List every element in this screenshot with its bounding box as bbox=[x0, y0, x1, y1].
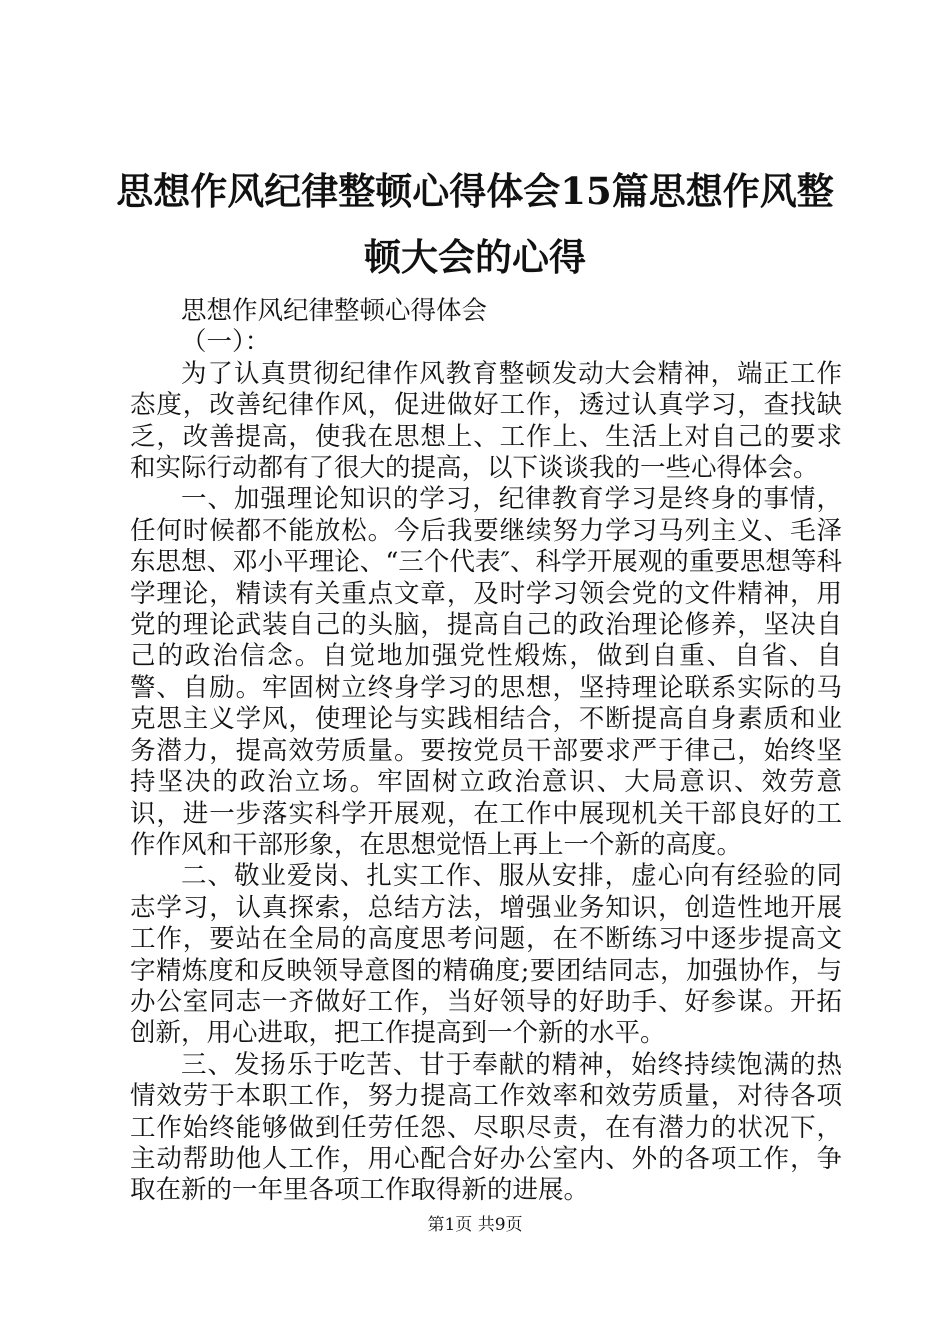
document-title: 思想作风纪律整顿心得体会15篇思想作风整顿大会的心得 bbox=[116, 169, 834, 279]
section-number: （一）： bbox=[181, 327, 271, 358]
document-body bbox=[130, 296, 842, 1207]
paragraph-intro: 为了认真贯彻纪律作风教育整顿发动大会精神，端正工作态度，改善纪律作风，促进做好工作，透过认真学习，查找缺乏，改善提高，使我在思想上、工作上、生活上对自己的要求和实际行动都有了很大的提高，以下谈谈我的一些心得体会。 bbox=[130, 358, 842, 484]
paragraph-three: 三、发扬乐于吃苦、甘于奉献的精神，始终持续饱满的热情效劳于本职工作，努力提高工作效率和效劳质量，对待各项工作始终能够做到任劳任怨、尽职尽责，在有潜力的状况下，主动帮助他人工作，用心配合好办公室内、外的各项工作，争取在新的一年里各项工作取得新的进展。 bbox=[130, 1049, 842, 1206]
subtitle: 思想作风纪律整顿心得体会 bbox=[181, 296, 488, 326]
paragraph-two: 二、敬业爱岗、扎实工作、服从安排，虚心向有经验的同志学习，认真探索，总结方法，增强业务知识，创造性地开展工作，要站在全局的高度思考问题，在不断练习中逐步提高文字精炼度和反映领导意图的精确度;要团结同志，加强协作，与办公室同志一齐做好工作，当好领导的好助手、好参谋。开拓创新，用心进取，把工作提高到一个新的水平。 bbox=[130, 861, 842, 1049]
page-number-footer: 第1页 共9页 bbox=[427, 1215, 523, 1235]
paragraph-one: 一、加强理论知识的学习，纪律教育学习是终身的事情，任何时候都不能放松。今后我要继续努力学习马列主义、毛泽东思想、邓小平理论、“三个代表″、科学开展观的重要思想等科学理论，精读有关重点文章，及时学习领会党的文件精神，用党的理论武装自己的头脑，提高自己的政治理论修养，坚决自己的政治信念。自觉地加强党性煅炼，做到自重、自省、自警、自励。牢固树立终身学习的思想，坚持理论联系实际的马克思主义学风，使理论与实践相结合，不断提高自身素质和业务潜力，提高效劳质量。要按党员干部要求严于律己，始终坚持坚决的政治立场。牢固树立政治意识、大局意识、效劳意识，进一步落实科学开展观，在工作中展现机关干部良好的工作作风和干部形象，在思想觉悟上再上一个新的高度。 bbox=[130, 484, 842, 860]
